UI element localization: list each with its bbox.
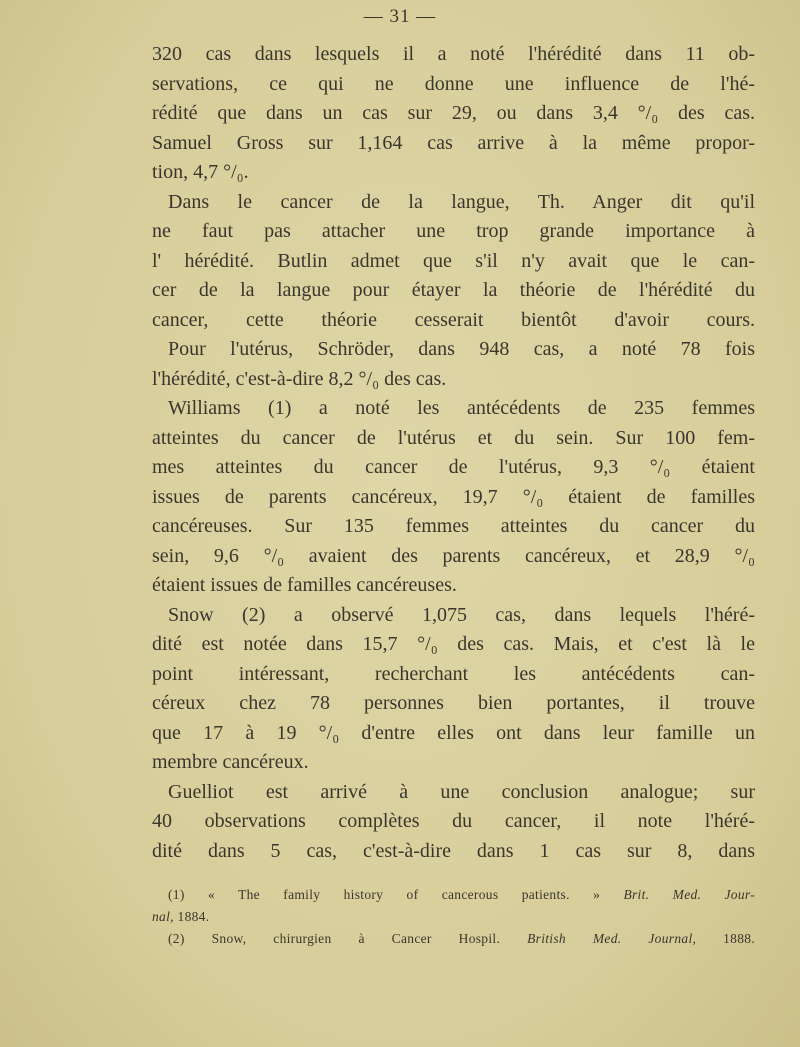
footnote-1-cont (152, 906, 755, 928)
text-line: Samuel Gross sur 1,164 cas arrive à la même propor- (152, 131, 755, 154)
text-line: cancéreuses. Sur 135 femmes atteintes du cancer du (152, 515, 755, 537)
text-line: cer de la langue pour étayer la théorie de l'hérédité du (152, 279, 755, 301)
text-line: rédité que dans un cas sur 29, ou dans 3,4 °/₀ des cas. (152, 102, 755, 124)
text-line: membre cancéreux. (152, 751, 309, 773)
text-line: 320 cas dans lesquels il a noté l'hérédité dans 11 ob- (152, 43, 755, 65)
footnotes (152, 884, 755, 950)
text-line: céreux chez 78 personnes bien portantes, il trouve (152, 692, 755, 714)
text-line: dité est notée dans 15,7 °/₀ des cas. Mais, et c'est là le (152, 633, 755, 655)
body-text (152, 40, 755, 866)
text-line: mes atteintes du cancer de l'utérus, 9,3 °/₀ étaient (152, 456, 755, 478)
text-line: Williams (1) a noté les antécédents de 235 femmes (168, 397, 755, 419)
text-line: dité dans 5 cas, c'est-à-dire dans 1 cas sur 8, dans (152, 839, 755, 862)
text-line: point intéressant, recherchant les antécédents can- (152, 662, 755, 685)
text-line: Dans le cancer de la langue, Th. Anger dit qu'il (168, 190, 755, 213)
text-line: l'hérédité, c'est-à-dire 8,2 °/₀ des cas. (152, 367, 447, 390)
text-line: Guelliot est arrivé à une conclusion analogue; sur (168, 780, 755, 803)
footnote-2-journal: British Med. Journal, (527, 931, 697, 946)
footnote-2-year: 1888. (723, 931, 755, 946)
footnote-1-journal-cont: nal, (152, 909, 174, 924)
page-number: — 31 — (363, 6, 437, 27)
footnote-1-journal: Brit. Med. Jour- (623, 887, 755, 902)
text-line: ne faut pas attacher une trop grande importance à (152, 220, 755, 242)
text-line: servations, ce qui ne donne une influence de l'hé- (152, 72, 755, 95)
text-line: cancer, cette théorie cesserait bientôt d'avoir cours. (152, 308, 755, 331)
text-line: Snow (2) a observé 1,075 cas, dans lequels l'héré- (168, 603, 755, 626)
text-line: Pour l'utérus, Schröder, dans 948 cas, a noté 78 fois (168, 338, 755, 360)
footnote-1-text: (1) « The family history of cancerous patients. » (168, 887, 601, 902)
text-line: étaient issues de familles cancéreuses. (152, 574, 457, 596)
footnote-2 (152, 928, 755, 950)
footnote-2-text: (2) Snow, chirurgien à Cancer Hospil. (168, 931, 501, 946)
footnote-1 (152, 884, 755, 906)
text-line: que 17 à 19 °/₀ d'entre elles ont dans leur famille un (152, 721, 755, 744)
text-line: l' hérédité. Butlin admet que s'il n'y avait que le can- (152, 249, 755, 272)
text-line: issues de parents cancéreux, 19,7 °/₀ étaient de familles (152, 485, 755, 508)
footnote-1-year: 1884. (177, 909, 210, 924)
text-line: 40 observations complètes du cancer, il note l'héré- (152, 810, 755, 832)
text-line: atteintes du cancer de l'utérus et du sein. Sur 100 fem- (152, 426, 755, 449)
text-line: sein, 9,6 °/₀ avaient des parents cancéreux, et 28,9 °/₀ (152, 544, 755, 567)
text-line: tion, 4,7 °/₀. (152, 161, 249, 183)
